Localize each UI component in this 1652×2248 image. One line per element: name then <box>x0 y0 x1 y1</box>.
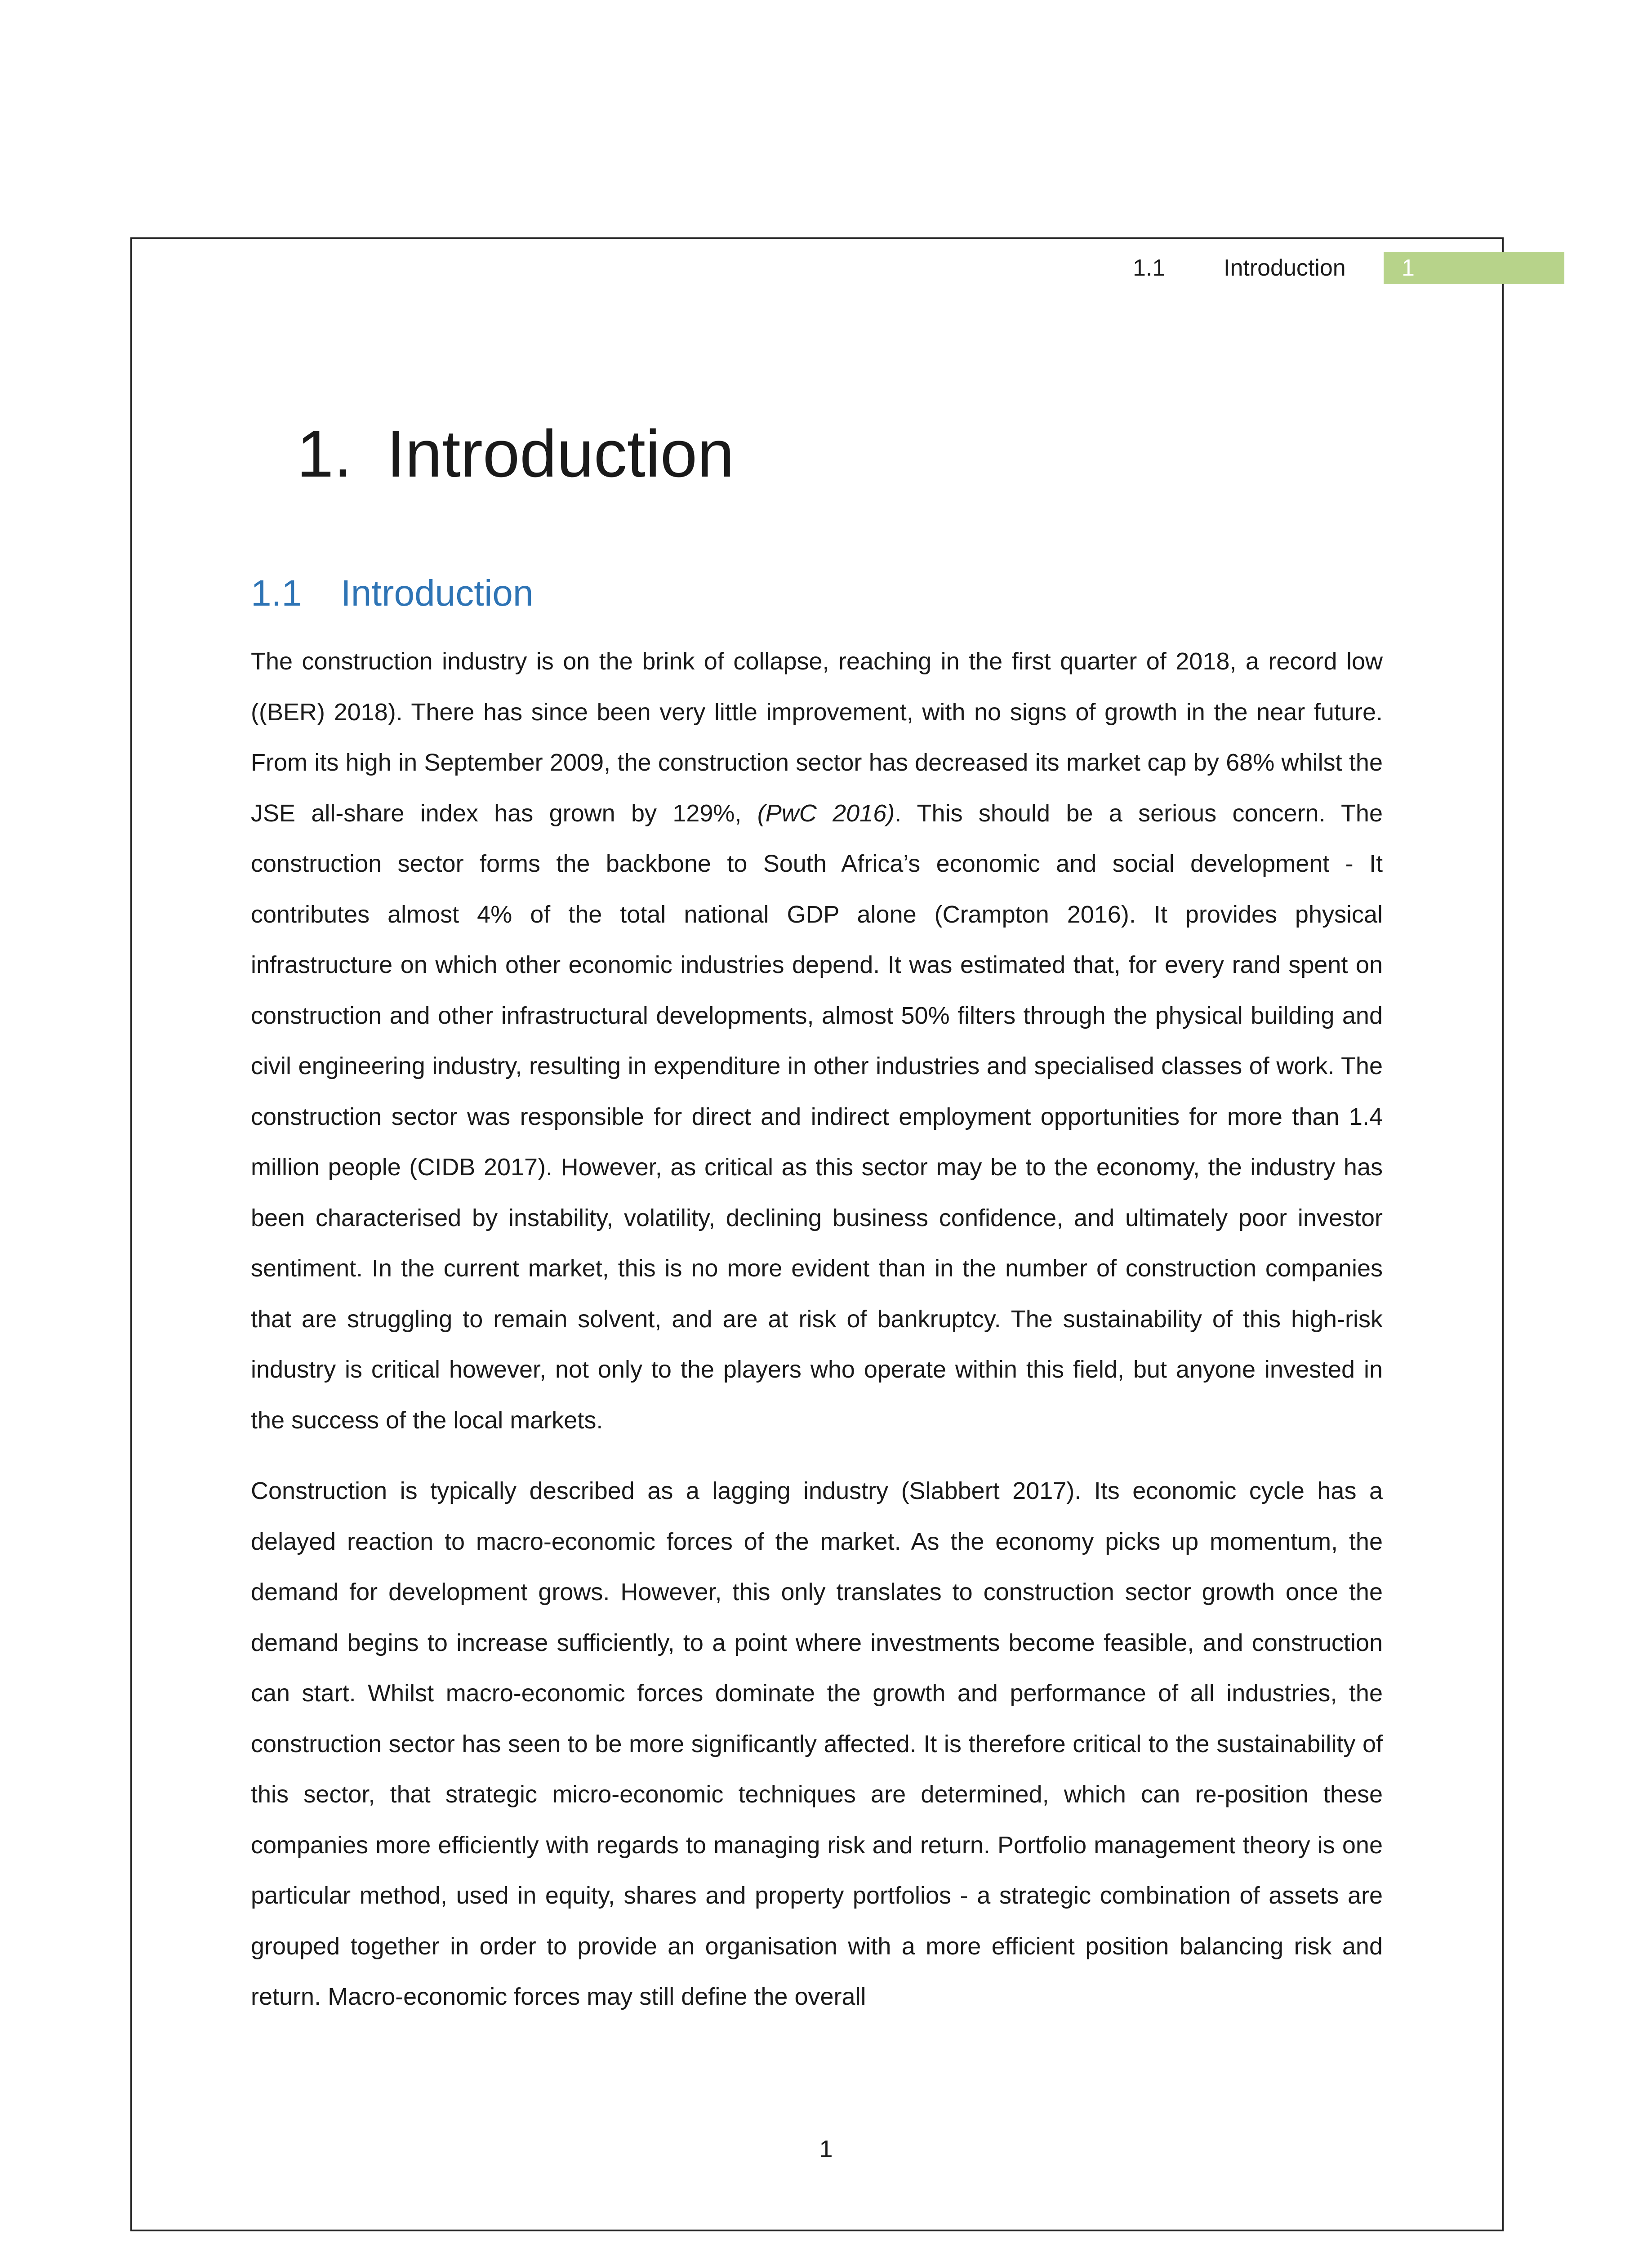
page-number: 1 <box>819 2136 833 2163</box>
chapter-title: Introduction <box>387 417 735 491</box>
chapter-heading <box>297 414 734 495</box>
paragraph-1 <box>251 636 1383 1445</box>
header-page-badge: 1 <box>1384 252 1564 284</box>
header-section-title: Introduction <box>1224 255 1346 281</box>
section-heading <box>251 569 534 618</box>
body-text <box>251 636 1383 2043</box>
header-section-number: 1.1 <box>1133 255 1166 281</box>
paragraph-1-part-1: The construction industry is on the brink of collapse, reaching in the first quarter of 2018, a record low ((BER) 2018). There has since been very little improvement, with no signs of growth in the near future. From its high in September 2009, the construction sector has decreased its market cap by 68% whilst the JSE all-share index has grown by 129%, <box>251 648 1383 827</box>
running-header <box>1079 252 1564 284</box>
paragraph-2: Construction is typically described as a lagging industry (Slabbert 2017). Its economic cycle has a delayed reaction to macro-economic forces of the market. As the economy picks up momentum, the demand for development grows. However, this only translates to construction sector growth once the demand begins to increase sufficiently, to a point where investments become feasible, and construction can start. Whilst macro-economic forces dominate the growth and performance of all industries, the construction sector has seen to be more significantly affected. It is therefore critical to the sustainability of this sector, that strategic micro-economic techniques are determined, which can re-position these companies more efficiently with regards to managing risk and return. Portfolio management theory is one particular method, used in equity, shares and property portfolios - a strategic combination of assets are grouped together in order to provide an organisation with a more efficient position balancing risk and return. Macro-economic forces may still define the overall <box>251 1477 1383 2010</box>
paragraph-1-part-2: . This should be a serious concern. The construction sector forms the backbone to South Africa’s economic and social development - It contributes almost 4% of the total national GDP alone (Crampton 2016). It provides physical infrastructure on which other economic industries depend. It was estimated that, for every rand spent on construction and other infrastructural developments, almost 50% filters through the physical building and civil engineering industry, resulting in expenditure in other industries and specialised classes of work. The construction sector was responsible for direct and indirect employment opportunities for more than 1.4 million people (CIDB 2017). However, as critical as this sector may be to the economy, the industry has been characterised by instability, volatility, declining business confidence, and ultimately poor investor sentiment. In the current market, this is no more evident than in the number of construction companies that are struggling to remain solvent, and are at risk of bankruptcy. The sustainability of this high-risk industry is critical however, not only to the players who operate within this field, but anyone invested in the success of the local markets. <box>251 799 1383 1434</box>
section-number: 1.1 <box>251 573 302 614</box>
citation-pwc: (PwC 2016) <box>757 799 895 827</box>
chapter-number: 1. <box>297 417 352 491</box>
section-title: Introduction <box>341 573 534 614</box>
